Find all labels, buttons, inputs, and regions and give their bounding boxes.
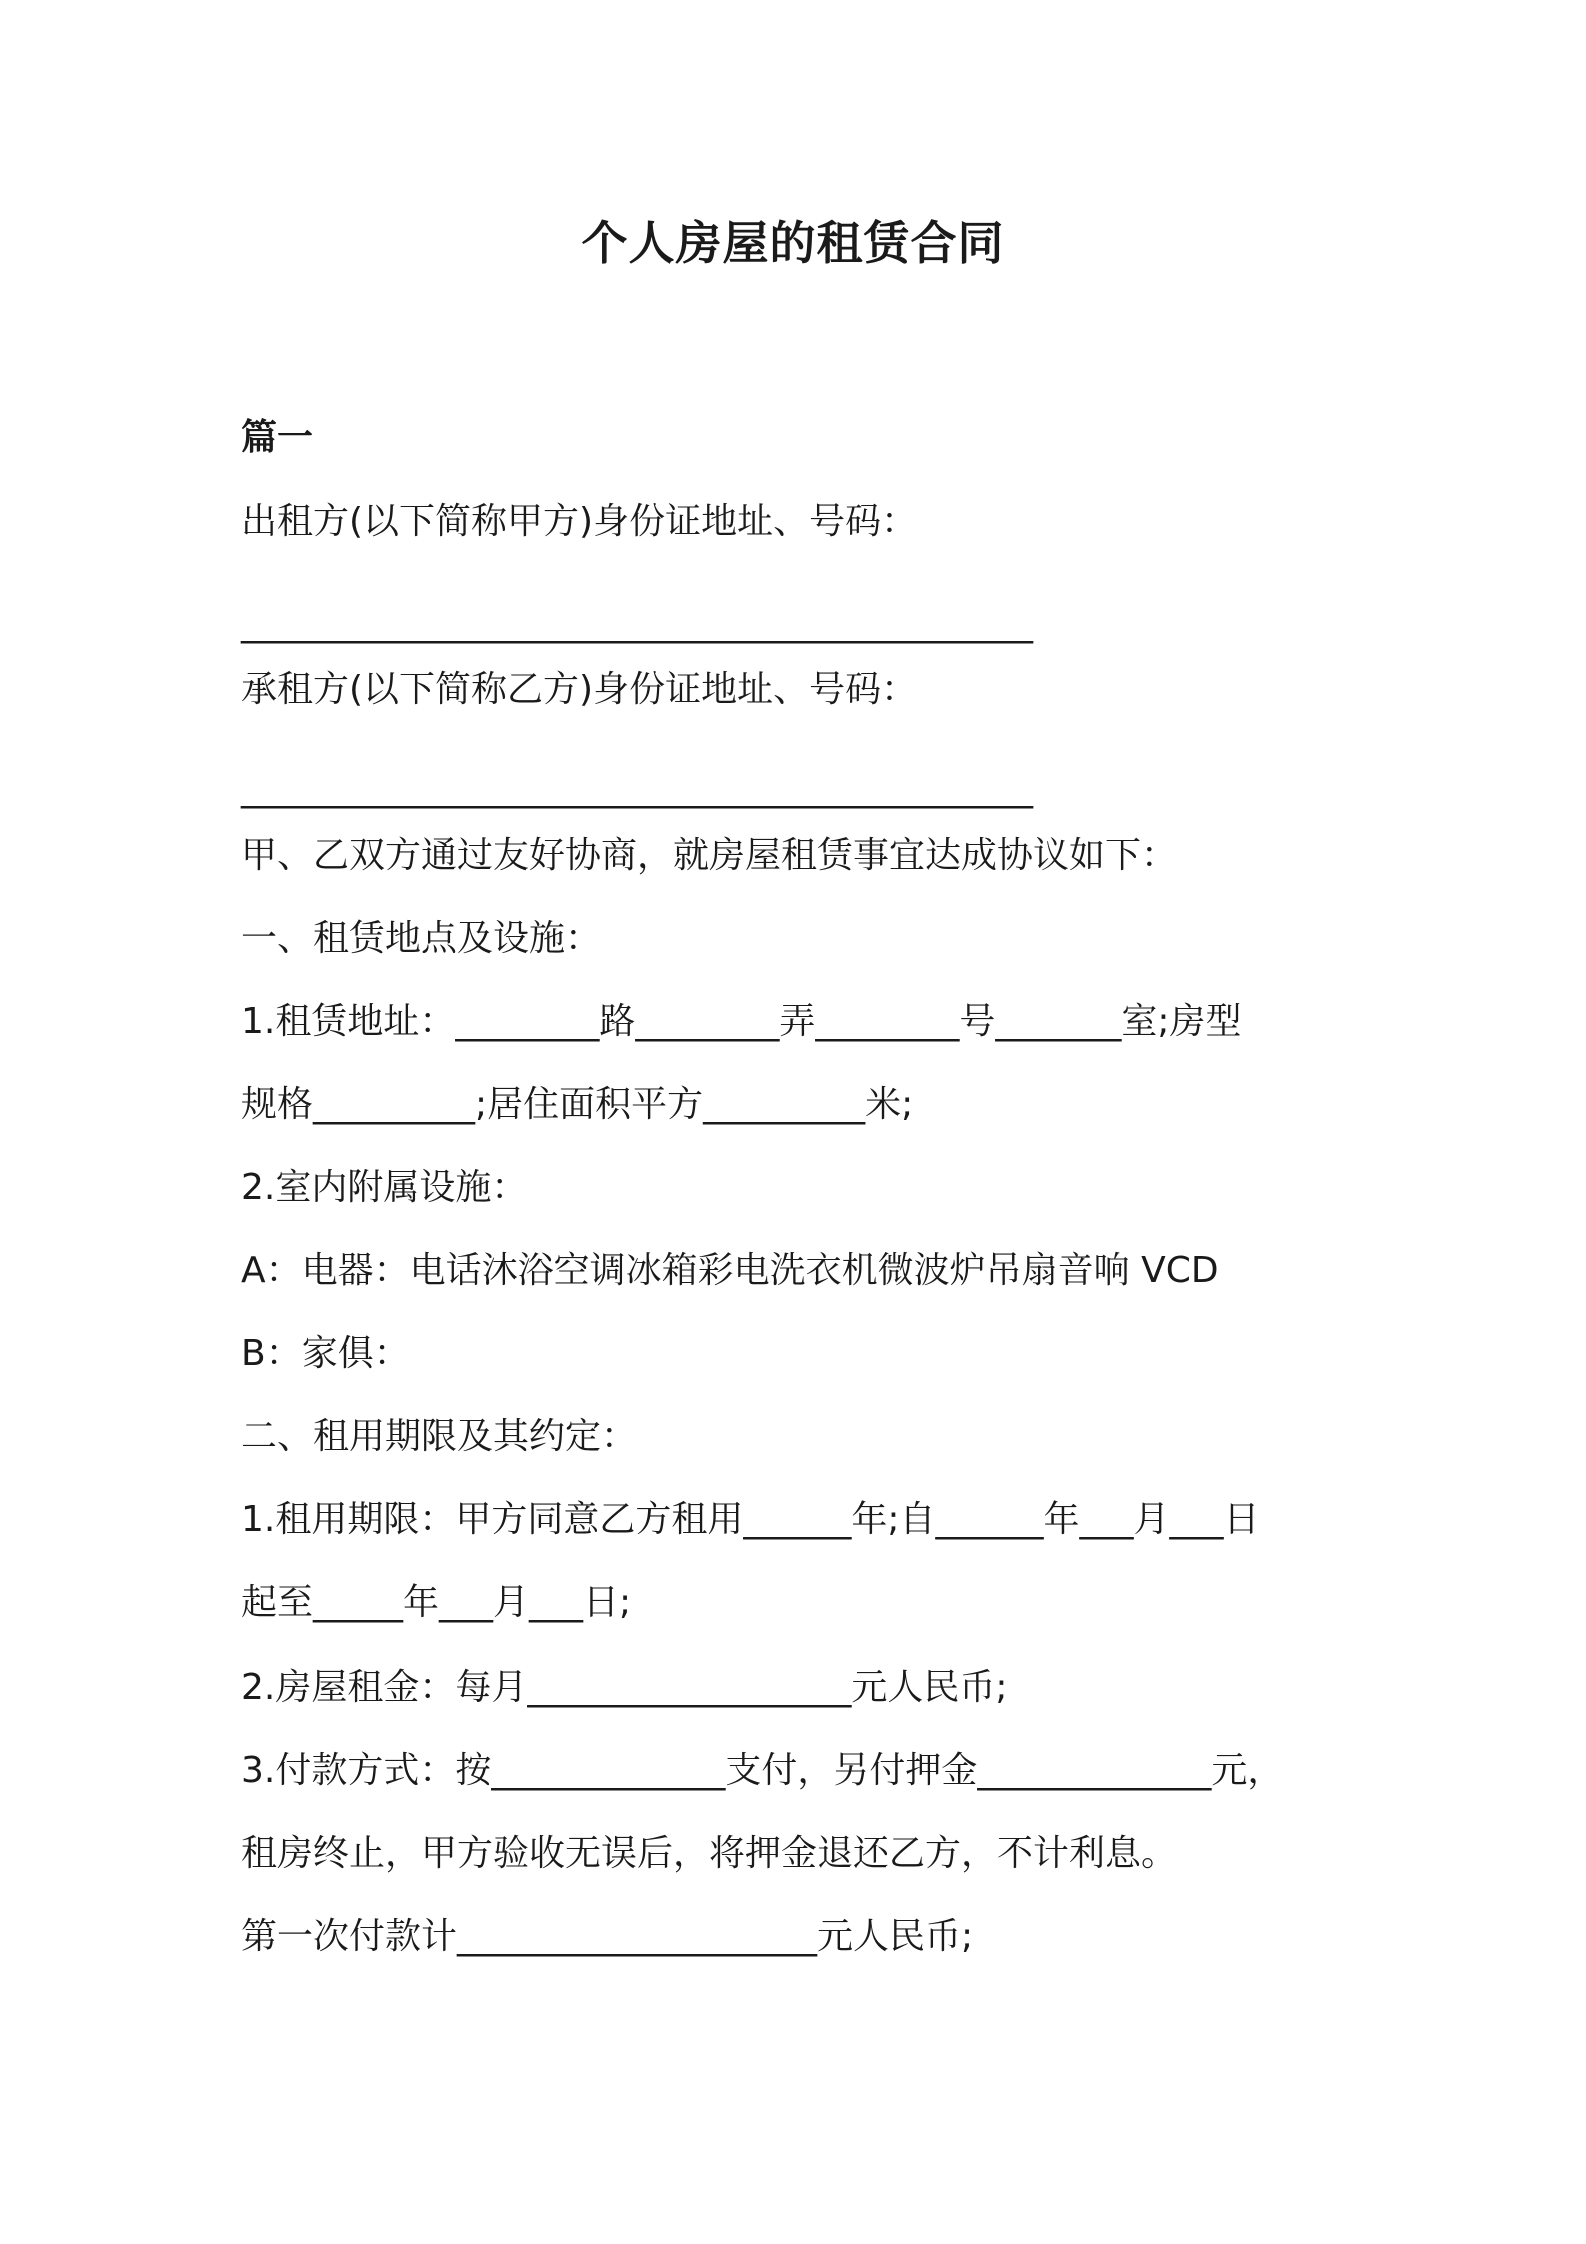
first-payment-line: 第一次付款计____________________元人民币;	[241, 1916, 974, 1957]
room-spec-line: 规格_________;居住面积平方_________米;	[241, 1084, 914, 1125]
lessor-id-label: 出租方(以下简称甲方)身份证地址、号码：	[241, 501, 918, 542]
lessor-id-blank: ____________________________________________	[241, 603, 1033, 644]
lease-term-end-line: 起至_____年___月___日;	[241, 1582, 632, 1623]
section-heading: 篇一	[241, 417, 314, 458]
clause-heading-location: 一、租赁地点及设施：	[241, 918, 602, 959]
furniture-line: B：家俱：	[241, 1333, 410, 1374]
lessee-id-label: 承租方(以下简称乙方)身份证地址、号码：	[241, 669, 918, 710]
deposit-refund-line: 租房终止，甲方验收无误后，将押金退还乙方，不计利息。	[241, 1833, 1178, 1874]
monthly-rent-line: 2.房屋租金：每月__________________元人民币;	[241, 1667, 1008, 1708]
payment-method-line: 3.付款方式：按_____________支付，另付押金_____________元，	[241, 1750, 1284, 1791]
clause-heading-term: 二、租用期限及其约定：	[241, 1416, 638, 1457]
rental-address-line: 1.租赁地址：________路________弄________号_______室;房型	[241, 1001, 1242, 1042]
lease-term-line: 1.租用期限：甲方同意乙方租用______年;自______年___月___日	[241, 1499, 1260, 1540]
appliances-line: A：电器：电话沐浴空调冰箱彩电洗衣机微波炉吊扇音响 VCD	[241, 1250, 1219, 1291]
lessee-id-blank: ____________________________________________	[241, 768, 1033, 809]
facilities-heading: 2.室内附属设施：	[241, 1167, 528, 1208]
agreement-intro: 甲、乙双方通过友好协商，就房屋租赁事宜达成协议如下：	[241, 835, 1178, 876]
document-title: 个人房屋的租赁合同	[581, 216, 1005, 270]
